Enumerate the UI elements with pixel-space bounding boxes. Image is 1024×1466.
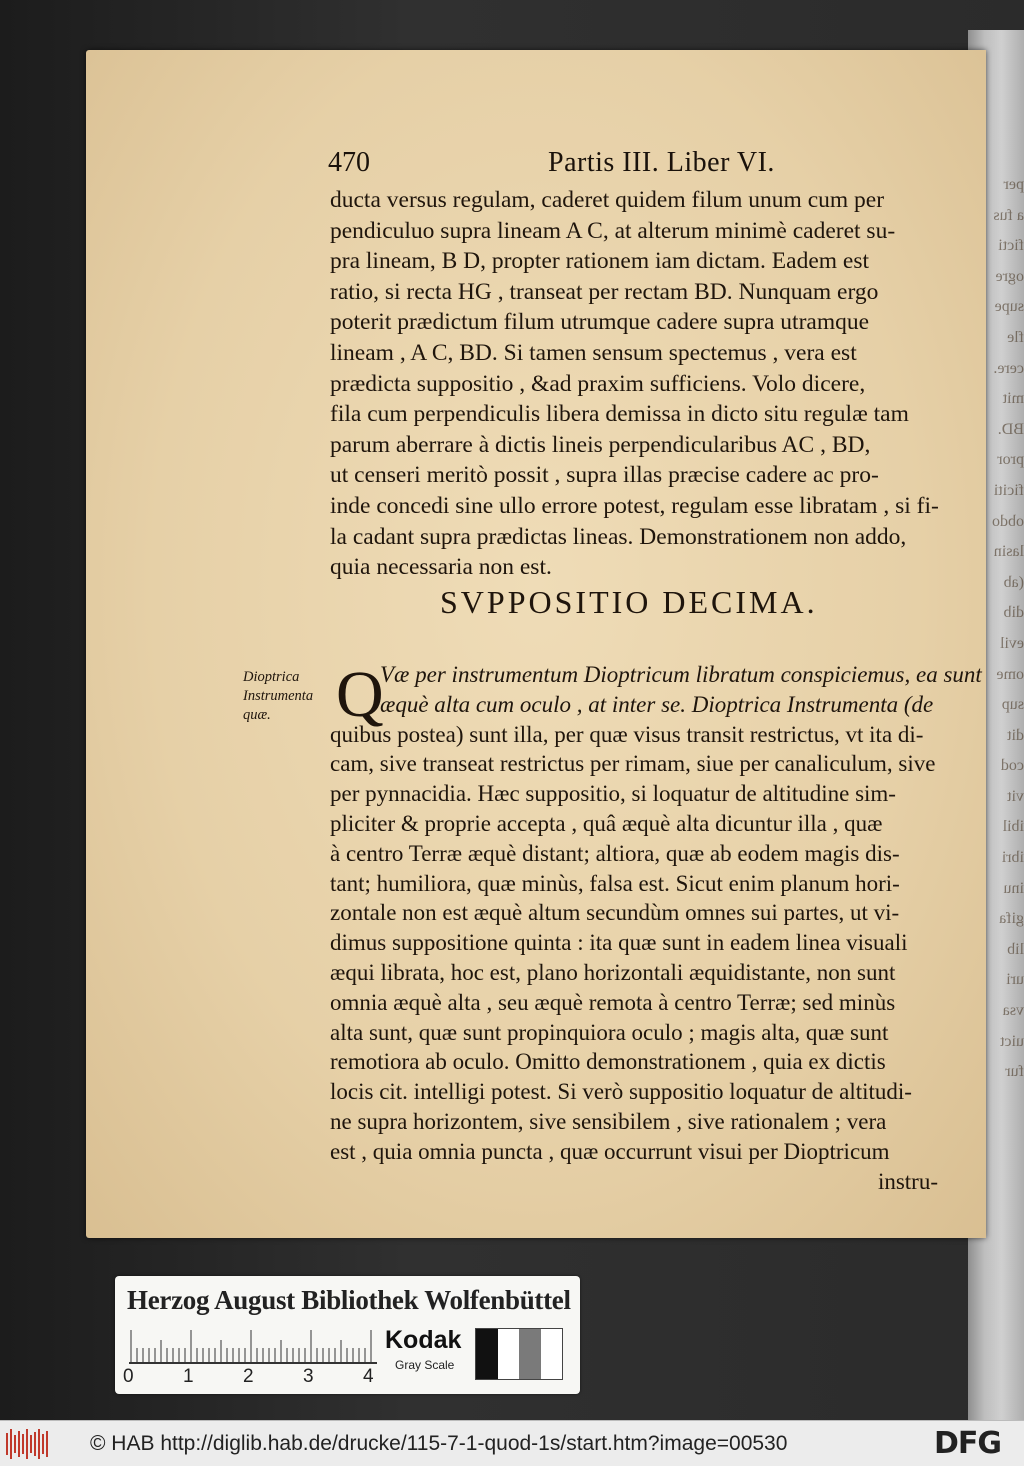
facing-page-fragment: cere. (993, 359, 1024, 377)
text-line: cam, sive transeat restrictus per rimam, siue per canaliculum, sive (330, 751, 936, 777)
facing-page-fragment: vit (1007, 787, 1024, 805)
facing-page-fragment: obdo (992, 512, 1024, 530)
text-line: la cadant supra prædictas lineas. Demonstrationem non addo, (330, 523, 907, 550)
text-line: dimus suppositione quinta : ita quæ sunt in eadem linea visuali (330, 930, 908, 956)
facing-page-fragment: uri (1006, 971, 1024, 989)
facing-page-fragment: gifa (999, 910, 1024, 928)
color-scale-card (115, 1276, 580, 1394)
facing-page-fragment: dib (1003, 604, 1024, 622)
footer-bar (0, 1420, 1024, 1466)
gray-patch (541, 1329, 563, 1379)
facing-page-fragment: dit (1007, 726, 1024, 744)
ruler (129, 1328, 377, 1364)
gray-patches (475, 1328, 563, 1380)
drop-cap: Q (336, 658, 384, 731)
text-line: ducta versus regulam, caderet quidem filum unum cum per (330, 187, 885, 213)
facing-page-fragment: per (1003, 176, 1024, 193)
ruler-number: 0 (123, 1366, 134, 1387)
text-line: est , quia omnia puncta , quæ occurrunt visui per Dioptricum (330, 1138, 890, 1164)
marginal-note-line: Instrumenta (243, 688, 314, 704)
marginal-note (243, 668, 335, 725)
facing-page-fragment: ficiti (993, 481, 1024, 499)
ruler-number: 4 (363, 1366, 374, 1387)
text-line: locis cit. intelligi potest. Si verò suppositio loquatur de altitudi- (330, 1079, 912, 1105)
text-line: Væ per instrumentum Dioptricum libratum conspiciemus, ea sunt (380, 662, 982, 687)
dfg-barcode-icon (6, 1429, 50, 1459)
facing-page-fragment: pror (997, 451, 1024, 469)
facing-page-fragment: supe (994, 298, 1024, 316)
facing-page-fragment: a fus (993, 206, 1024, 224)
ruler-number: 3 (303, 1366, 314, 1387)
facing-page-fragment: ibil (1002, 818, 1024, 836)
text-line: pliciter & proprie accepta , quâ æquè alta dicuntur illa , quæ (330, 810, 883, 836)
facing-page-fragment: ficti (998, 237, 1024, 255)
facing-page-bleedthrough (978, 170, 1024, 1081)
text-line: inde concedi sine ullo errore potest, regulam esse libratam , si fi- (330, 492, 939, 519)
paragraph-2 (330, 660, 982, 1196)
paragraph-1 (330, 185, 968, 583)
copyright-url[interactable]: © HAB http://diglib.hab.de/drucke/115-7-1-quod-1s/start.htm?image=00530 (90, 1432, 788, 1455)
facing-page-fragment: mit (1002, 390, 1024, 408)
facing-page-fragment: lib (1007, 940, 1024, 958)
facing-page-fragment: fur (1005, 1063, 1024, 1081)
text-line: tant; humiliora, quæ minùs, falsa est. Sicut enim planum hori- (330, 870, 900, 896)
text-line: prædicta suppositio , &ad praxim sufficiens. Volo dicere, (330, 370, 866, 397)
section-heading: SVPPOSITIO DECIMA. (440, 584, 818, 620)
text-line: poterit prædictum filum utrumque cadere supra utramque (330, 309, 870, 336)
text-line: per pynnacidia. Hæc suppositio, si loquatur de altitudine sim- (330, 781, 896, 807)
marginal-note-line: Dioptrica (243, 669, 300, 685)
catchword: instru- (877, 1168, 938, 1194)
page-number: 470 (328, 147, 370, 178)
facing-page-fragment: vsa (1002, 1002, 1024, 1020)
text-line: ratio, si recta HG , transeat per rectam BD. Nunquam ergo (330, 278, 879, 305)
facing-page-fragment: cod (1000, 757, 1024, 775)
gray-patch (476, 1329, 498, 1379)
marginal-note-line: quæ. (243, 707, 271, 723)
facing-page-fragment: ibri (1001, 849, 1024, 867)
text-line: ne supra horizontem, sive sensibilem , sive rationalem ; vera (330, 1108, 887, 1134)
facing-page-fragment: uict (1000, 1032, 1024, 1050)
facing-page-fragment: (ab (1003, 573, 1024, 591)
facing-page-fragment: lasin (993, 543, 1024, 561)
text-line: pra lineam, B D, propter rationem iam dictam. Eadem est (330, 248, 870, 275)
kodak-brand: Kodak (385, 1326, 462, 1354)
dfg-logo: DFG (934, 1426, 1002, 1461)
text-line: quibus postea) sunt illa, per quæ visus transit restrictus, vt ita di- (330, 721, 924, 747)
text-line: zontale non est æquè altum secundùm omnes sui partes, ut vi- (330, 900, 900, 926)
ruler-number: 1 (183, 1366, 194, 1387)
text-line: lineam , A C, BD. Si tamen sensum spectemus , vera est (330, 339, 857, 366)
text-line: æqui librata, hoc est, plano horizontali æquidistante, non sunt (330, 959, 896, 985)
facing-page-fragment: ogre (995, 267, 1024, 285)
facing-page-fragment: BD. (997, 420, 1024, 438)
facing-page-fragment: ome (996, 665, 1024, 683)
text-line: fila cum perpendiculis libera demissa in dicto situ regulæ tam (330, 401, 909, 428)
text-line: omnia æquè alta , seu æquè remota à centro Terræ; sed minùs (330, 989, 896, 1015)
gray-patch (498, 1329, 520, 1379)
text-line: parum aberrare à dictis lineis perpendicularibus AC , BD, (330, 431, 871, 458)
gray-patch (519, 1329, 541, 1379)
text-line: pendiculuo supra lineam A C, at alterum minimè caderet su- (330, 217, 896, 244)
ruler-number: 2 (243, 1366, 254, 1387)
text-line: æquè alta cum oculo , at inter se. Dioptrica Instrumenta (de (380, 691, 934, 717)
text-line: alta sunt, quæ sunt propinquiora oculo ; magis alta, quæ sunt (330, 1019, 889, 1045)
grayscale-label: Gray Scale (395, 1358, 455, 1372)
facing-page-fragment: fle (1007, 328, 1024, 346)
text-line: à centro Terræ æquè distant; altiora, quæ ab eodem magis dis- (330, 840, 900, 866)
running-title: Partis III. Liber VI. (548, 147, 775, 178)
library-label: Herzog August Bibliothek Wolfenbüttel (127, 1285, 571, 1315)
facing-page-fragment: inu (1003, 879, 1024, 897)
text-line: quia necessaria non est. (330, 554, 552, 581)
text-line: ut censeri meritò possit , supra illas præcise cadere ac pro- (330, 462, 879, 489)
text-line: remotiora ab oculo. Omitto demonstrationem , quia ex dictis (330, 1049, 886, 1075)
facing-page-fragment: sup (1001, 696, 1024, 714)
facing-page-fragment: evil (1000, 634, 1024, 652)
